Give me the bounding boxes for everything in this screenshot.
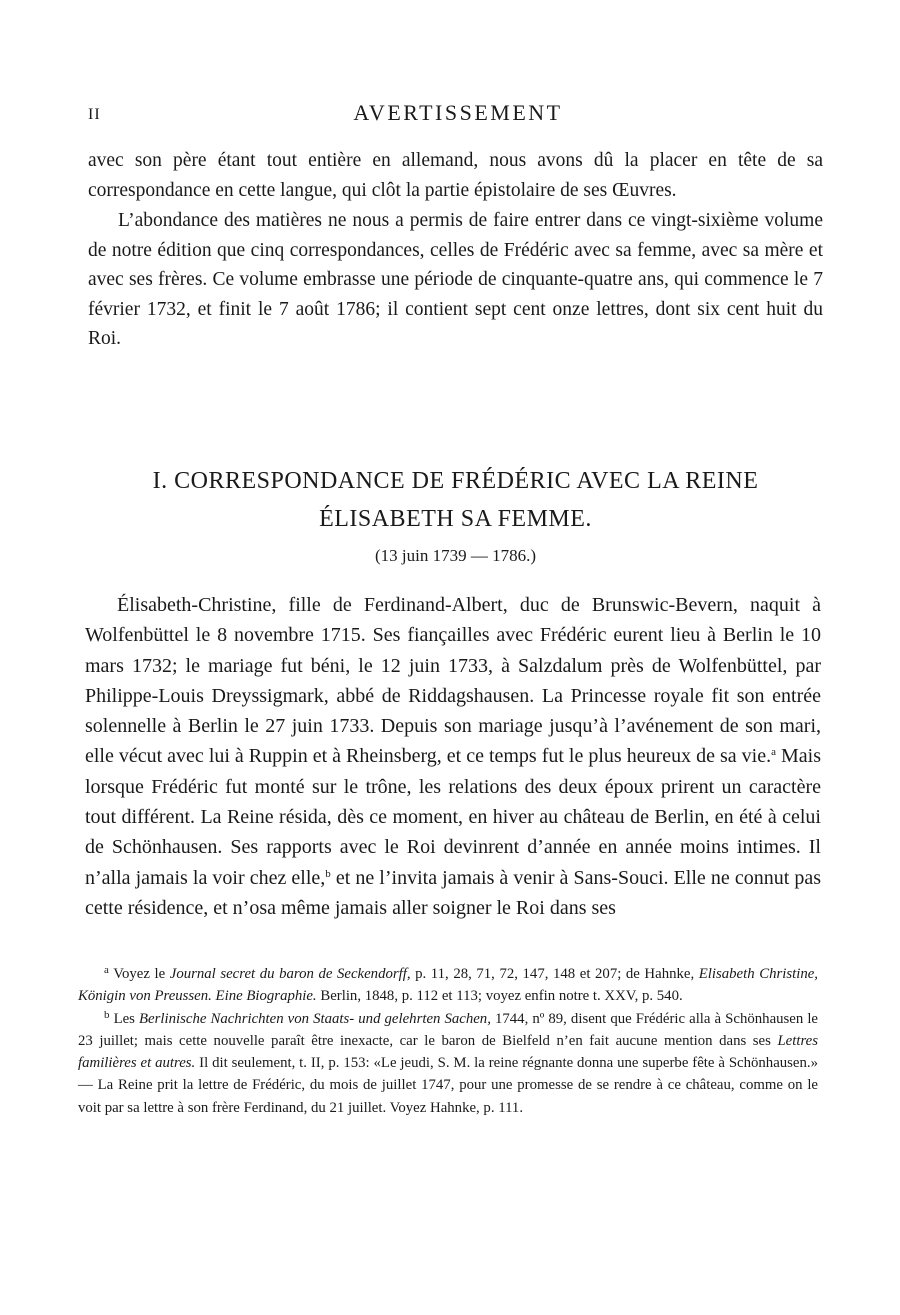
footnote-mark-b: b xyxy=(104,1008,110,1021)
footnote-b-italic-2: Lettres familières et autres. xyxy=(78,1032,818,1072)
footnote-a xyxy=(78,963,818,1008)
page-number: II xyxy=(88,106,101,123)
body-text-part-3: et ne l’invita jamais à venir à Sans-Souci. Elle ne connut pas cette résidence, et n’osa même jamais aller soigner le Roi dans ses xyxy=(85,866,821,919)
running-header xyxy=(88,100,828,130)
section-heading: I. CORRESPONDANCE DE FRÉDÉRIC AVEC LA REINE ÉLISABETH SA FEMME. xyxy=(152,468,759,532)
footnote-ref-b[interactable]: b xyxy=(325,867,331,880)
body-text-part-1: Élisabeth-Christine, fille de Ferdinand-Albert, duc de Brunswic-Bevern, naquit à Wolfenbüttel le 8 novembre 1715. Ses fiançailles avec Frédéric eurent lieu à Berlin le 10 mars 1732; le mariage fut béni, le 12 juin 1733, à Salzdalum près de Wolfenbüttel, par Philippe-Louis Dreyssigmark, abbé de Riddagshausen. La Princesse royale fit son entrée solennelle à Berlin le 27 juin 1733. Depuis son mariage jusqu’à l’avénement de son mari, elle vécut avec lui à Ruppin et à Rheinsberg, et ce temps fut le plus heureux de sa vie. xyxy=(85,594,821,768)
intro-paragraph-2: L’abondance des matières ne nous a permis de faire entrer dans ce vingt-sixième volume de notre édition que cinq correspondances, celles de Frédéric avec sa femme, avec sa mère et avec ses frères. Ce volume embrasse une période de cinquante-quatre ans, qui commence le 7 février 1732, et finit le 7 août 1786; il contient sept cent onze lettres, dont six cent huit du Roi. xyxy=(88,210,823,349)
footnote-a-text-2: p. 11, 28, 71, 72, 147, 148 et 207; de Hahnke, xyxy=(410,966,699,982)
section-dates: (13 juin 1739 — 1786.) xyxy=(374,546,537,565)
footnote-a-text-1: Voyez le xyxy=(113,966,170,982)
footnote-b xyxy=(78,1008,818,1119)
footnotes xyxy=(78,963,818,1119)
footnote-b-text-1: Les xyxy=(113,1010,140,1027)
body-text-part-2: Mais lorsque Frédéric fut monté sur le trône, les relations des deux époux prirent un caractère tout différent. La Reine résida, dès ce moment, en hiver au château de Berlin, en été à celui de Schönhausen. Ses rapports avec le Roi devinrent d’année en année moins intimes. Il n’alla jamais la voir chez elle, xyxy=(85,745,822,889)
footnote-b-italic-1: Berlinische Nachrichten von Staats- und gelehrten Sachen, xyxy=(139,1010,491,1027)
footnote-b-text-3: Il dit seulement, t. II, p. 153: «Le jeudi, S. M. la reine régnante donna une superbe fête à Schönhausen.» — La Reine prit la lettre de Frédéric, du mois de juillet 1747, pour une promesse de se rendre à ce château, comme on le voit par sa lettre à son frère Ferdinand, du 21 juillet. Voyez Hahnke, p. 111. xyxy=(78,1055,818,1116)
footnote-a-italic-1: Journal secret du baron de Seckendorff, xyxy=(169,966,411,982)
footnote-b-text-2: 1744, nº 89, disent que Frédéric alla à Schönhausen le 23 juillet; mais cette nouvelle paraît être inexacte, car le baron de Bielfeld n’en fait aucune mention dans ses xyxy=(78,1010,819,1049)
footnote-a-text-3: Berlin, 1848, p. 112 et 113; voyez enfin notre t. XXV, p. 540. xyxy=(316,988,683,1005)
footnote-mark-a: a xyxy=(104,964,109,976)
running-title: AVERTISSEMENT xyxy=(353,100,563,125)
body-paragraph xyxy=(85,590,821,923)
footnote-ref-a[interactable]: a xyxy=(771,746,776,759)
footnote-a-italic-2: Elisabeth Christine, Königin von Preussen. Eine Biographie. xyxy=(78,966,818,1005)
intro-paragraph-1: avec son père étant tout entière en allemand, nous avons dû la placer en tête de sa correspondance en cette langue, qui clôt la partie épistolaire de ses Œuvres. xyxy=(88,150,823,201)
